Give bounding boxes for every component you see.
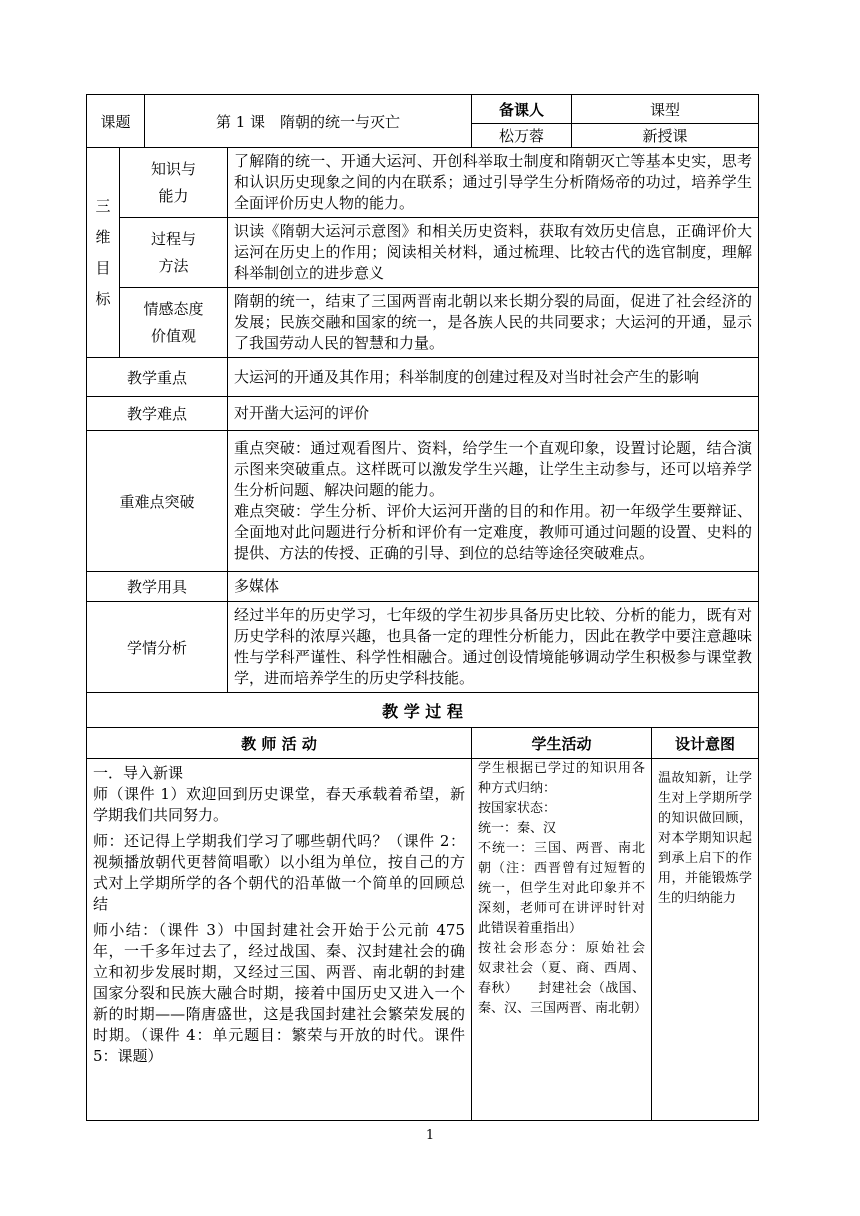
design-intent-content: 温故知新，让学生对上学期所学的知识做回顾，对本学期知识起到承上启下的作用，并能锻炼学生的归纳能力: [652, 759, 759, 1121]
tools-content: 多媒体: [228, 572, 759, 602]
teacher-paragraph: 师：还记得上学期我们学习了哪些朝代吗？（课件 2：视频播放朝代更替简唱歌）以小组为单位，按自己的方式对上学期所学的各个朝代的沿革做一个简单的回顾总结: [93, 832, 466, 913]
teacher-paragraph: 一．导入新课 师（课件 1）欢迎回到历史课堂，春天承载着希望，新学期我们共同努力。: [93, 764, 466, 824]
breakthrough-label: 重难点突破: [87, 431, 228, 572]
breakthrough-content: [228, 431, 759, 572]
student-activity-header: 学生活动: [472, 728, 652, 759]
design-intent-header: 设计意图: [652, 728, 759, 759]
objective-content-knowledge: 了解隋的统一、开通大运河、开创科举取士制度和隋朝灭亡等基本史实，思考和认识历史现象之间的内在联系；通过引导学生分析隋炀帝的功过，培养学生全面评价历史人物的能力。: [228, 148, 759, 218]
lesson-type-label: 课型: [572, 95, 759, 124]
preparer-name: 松万蓉: [472, 124, 572, 148]
teacher-activity-header: 教 师 活 动: [87, 728, 472, 759]
process-title: 教 学 过 程: [87, 693, 759, 728]
student-analysis-label: 学情分析: [87, 602, 228, 693]
student-analysis-content: 经过半年的历史学习，七年级的学生初步具备历史比较、分析的能力，既有对历史学科的浓厚兴趣，也具备一定的理性分析能力，因此在教学中要注意趣味性与学科严谨性、科学性相融合。通过创设情境能够调动学生积极参与课堂教学，进而培养学生的历史学科技能。: [228, 602, 759, 693]
lesson-type-value: 新授课: [572, 124, 759, 148]
teacher-paragraph: 师小结：（课件 3）中国封建社会开始于公元前 475 年，一千多年过去了，经过战国、秦、汉封建社会的确立和初步发展时期，又经过三国、两晋、南北朝的封建国家分裂和民族大融合时期，接着中国历史又进入一个新的时期——隋唐盛世，这是我国封建社会繁荣发展的时期。（课件 4：单元题目：繁荣与开放的时代。课件 5：课题）: [93, 921, 466, 1065]
lesson-title: 第 1 课 隋朝的统一与灭亡: [145, 95, 472, 148]
tools-label: 教学用具: [87, 572, 228, 602]
title-label: 课题: [87, 95, 145, 148]
page-number: 1: [425, 1128, 435, 1143]
lesson-plan-table: [86, 94, 759, 1121]
breakthrough-key-paragraph: 重点突破：通过观看图片、资料，给学生一个直观印象，设置讨论题，结合演示图来突破重点。这样既可以激发学生兴趣，让学生主动参与，还可以培养学生分析问题、解决问题的能力。: [234, 439, 753, 499]
key-point-label: 教学重点: [87, 358, 228, 397]
key-point-content: 大运河的开通及其作用；科举制度的创建过程及对当时社会产生的影响: [228, 358, 759, 397]
student-activity-content: 学生根据已学过的知识用各种方式归纳： 按国家状态： 统一：秦、汉 不统一：三国、两晋、南北朝（注：西晋曾有过短暂的统一，但学生对此印象并不深刻，老师可在讲评时针对此错误着重指出） 按社会形态分：原始社会 奴隶社会（夏、商、西周、春秋） 封建社会（战国、秦、汉、三国两晋、南北朝）: [472, 759, 652, 1121]
objectives-group-label: 三 维 目 标: [87, 148, 120, 358]
objective-content-process: 识读《隋朝大运河示意图》和相关历史资料，获取有效历史信息，正确评价大运河在历史上的作用；阅读相关材料，通过梳理、比较古代的选官制度，理解科举制创立的进步意义: [228, 218, 759, 288]
breakthrough-difficulty-paragraph: 难点突破：学生分析、评价大运河开凿的目的和作用。初一年级学生要辩证、全面地对此问题进行分析和评价有一定难度，教师可通过问题的设置、史料的提供、方法的传授、正确的引导、到位的总结等途径突破难点。: [234, 502, 753, 562]
objective-label-knowledge: 知识与 能力: [120, 148, 228, 218]
difficulty-label: 教学难点: [87, 397, 228, 431]
objective-label-values: 情感态度 价值观: [120, 288, 228, 358]
teacher-activity-content: [87, 759, 472, 1121]
preparer-label: 备课人: [472, 95, 572, 124]
objective-label-process: 过程与 方法: [120, 218, 228, 288]
difficulty-content: 对开凿大运河的评价: [228, 397, 759, 431]
objective-content-values: 隋朝的统一，结束了三国两晋南北朝以来长期分裂的局面，促进了社会经济的发展；民族交融和国家的统一，是各族人民的共同要求；大运河的开通，显示了我国劳动人民的智慧和力量。: [228, 288, 759, 358]
